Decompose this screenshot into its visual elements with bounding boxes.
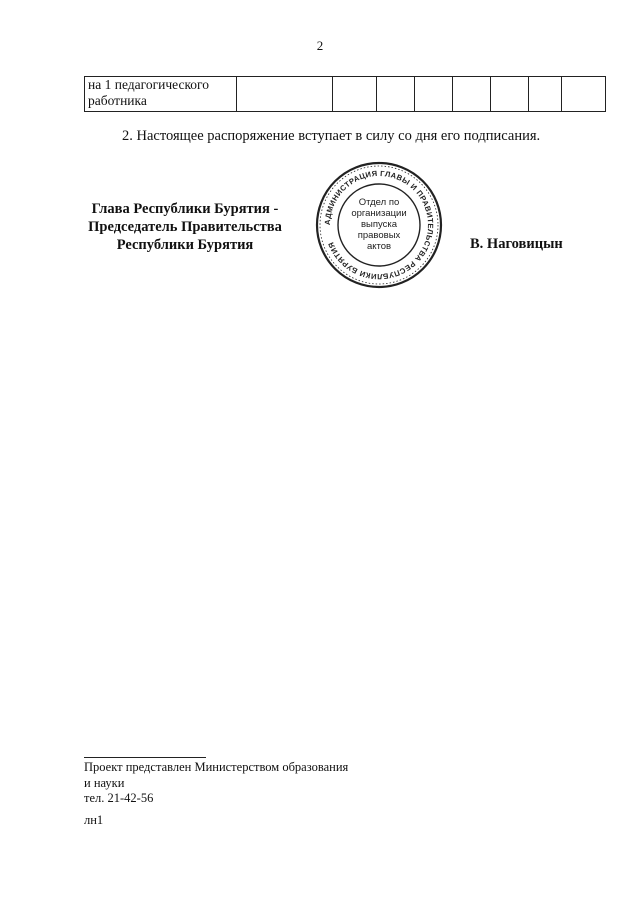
official-seal [314,160,444,290]
table-cell-empty [237,77,333,112]
signer-name: В. Наговицын [470,236,563,252]
table-cell-empty [453,77,491,112]
seal-center-line: организации [351,208,407,219]
signer-position-line: Глава Республики Бурятия - [91,201,279,217]
seal-ring-textpath: АДМИНИСТРАЦИЯ ГЛАВЫ И ПРАВИТЕЛЬСТВА РЕСПУБЛИКИ БУРЯТИЯ [322,168,436,282]
continued-table [84,76,606,112]
table-cell-line: работника [88,93,147,108]
footnote-divider [84,757,206,758]
seal-center-line: актов [366,241,392,252]
footnote [84,760,348,807]
signer-position [78,200,292,254]
signer-position-line: Республики Бурятия [116,237,254,253]
effective-clause: 2. Настоящее распоряжение вступает в силу со дня его подписания. [122,128,541,144]
table-cell-label [85,77,237,112]
table-cell-empty [562,77,606,112]
table-cell-line: на 1 педагогического [88,77,210,92]
table-cell-empty [491,77,529,112]
seal-center-text [314,197,444,252]
seal-center-line: правовых [357,230,401,241]
seal-center-line: Отдел по [358,197,400,208]
table-cell-empty [529,77,562,112]
table-cell-empty [333,77,377,112]
signer-position-line: Председатель Правительства [88,219,282,235]
reference-code: лн1 [84,813,104,827]
table-row [85,77,606,112]
table-cell-empty [415,77,453,112]
seal-center-line: выпуска [360,219,398,230]
page-number: 2 [316,38,324,53]
footnote-line: тел. 21-42-56 [84,791,154,805]
table-cell-empty [377,77,415,112]
footnote-line: и науки [84,775,125,790]
footnote-line: Проект представлен Министерством образования [84,760,349,774]
